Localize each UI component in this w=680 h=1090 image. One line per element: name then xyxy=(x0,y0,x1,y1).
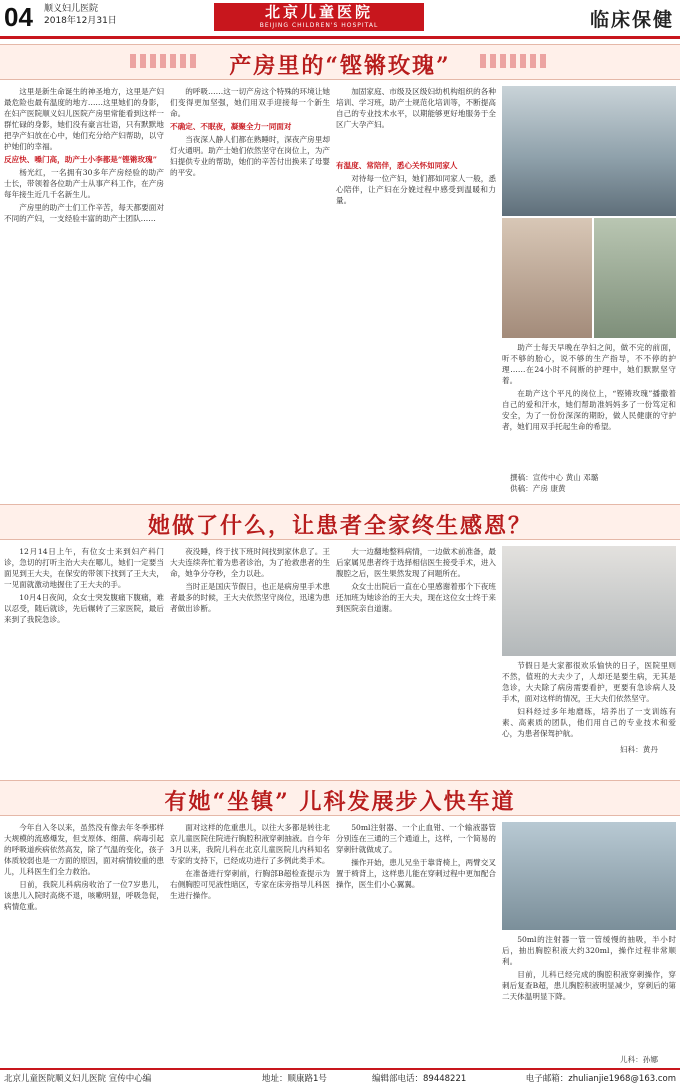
article1-byline2: 供稿：产房 康黄 xyxy=(510,484,566,493)
article2-col3 xyxy=(336,546,496,756)
section-title: 临床保健 xyxy=(589,9,674,31)
issue-info xyxy=(44,3,117,27)
paragraph: 50ml注射器、一个止血钳、一个输液器管分别连在三通的三个通道上，这样，一个简易的穿刺针就做成了。 xyxy=(336,823,496,854)
paragraph: 当时正是国庆节假日，也正是病房里手术患者最多的时候，王大夫依然坚守岗位，迅速为患者做出诊断。 xyxy=(170,582,330,613)
paragraph: 的呼吸……这一切产房这个特殊的环境让她们变得更加坚强，她们用双手迎接每一个新生命。 xyxy=(170,87,330,118)
pediatric-procedure-photo xyxy=(502,822,676,930)
article3-title: 有她“坐镇” 儿科发展步入快车道 xyxy=(164,789,516,815)
article3-col3 xyxy=(336,822,496,1062)
page-footer xyxy=(0,1068,680,1090)
article1-col2 xyxy=(170,86,330,426)
article2-byline: 妇科：黄丹 xyxy=(620,745,658,754)
paragraph: 在准备进行穿刺前，行胸部B超检查提示为右侧胸腔可见液性暗区，专家在床旁指导儿科医生进行操作。 xyxy=(170,869,330,900)
paragraph: 今年自入冬以来，虽然没有像去年冬季那样大规模的流感爆发，但支原体、细菌、病毒引起的呼吸道疾病依然高发，除了气温的变化，孩子体质较弱也是一方面的原因，面对病情较重的患儿，儿科医生们全力救治。 xyxy=(4,823,164,876)
paragraph: 这里是新生命诞生的神圣地方，这里是产妇最危险也最有温度的地方……这里她们的身影，在妇产医院顺义妇儿医院产房里常能看到这样一群忙碌的身影，她们没有豪言壮语，只有默默地把孕产妇放在心中，她们充分给产妇帮助，以守护她们的幸福。 xyxy=(4,87,164,151)
masthead-logo xyxy=(214,3,424,31)
midwives-group-photo xyxy=(502,86,676,216)
paragraph: 操作开始，患儿兄坐于靠背椅上，两臂交叉置于椅背上，这样患儿能在穿刺过程中更加配合操作，医生们小心翼翼。 xyxy=(336,858,496,889)
footer-publisher: 北京儿童医院顺义妇儿医院 宣传中心编 xyxy=(4,1074,152,1084)
paragraph: 面对这样的危重患儿，以往大多都是转往北京儿童医院住院进行胸腔积液穿刺抽液。自今年3月以来，我院儿科在北京儿童医院儿内科知名专家的支持下，已经成功进行了多例此类手术。 xyxy=(170,823,330,865)
subheading: 反应快、嗓门高，助产士小李都是“铿锵玫瑰” xyxy=(4,155,158,164)
paragraph: 产房里的助产士们工作辛苦，每天都要面对不同的产妇，一支经验丰富的助产士团队…… xyxy=(4,203,164,223)
paragraph: 当夜深人静人们都在熟睡时，深夜产房里却灯火通明。助产士她们依然坚守在岗位上，为产妇提供专业的帮助，她们的辛苦付出换来了母婴的平安。 xyxy=(170,135,330,177)
paragraph: 日前，我院儿科病房收治了一位7岁患儿，该患儿入院时高烧不退，咳嗽明显，呼吸急促，病情危重。 xyxy=(4,880,164,911)
paragraph: 夜没睡，终于找下班时间找到家休息了。王大夫连续奔忙着为患者诊治，为了抢救患者的生命，她争分夺秒，全力以赴。 xyxy=(170,547,330,578)
footer-email: 电子邮箱：zhulianjie1968@163.com xyxy=(525,1074,676,1084)
article2-col4 xyxy=(502,660,676,756)
paragraph: 在助产这个平凡的岗位上，“铿锵玫瑰”播撒着自己的爱和汗水，她们帮助准妈妈多了一份笃定和安全，为了一份份深深的期盼，做人民健康的守护者，她们用双手托起生命的希望。 xyxy=(502,389,676,431)
paragraph: 10月4日夜间，众女士突发腹痛下腹痛，难以忍受，随后就诊，先后辗转了三家医院，最后来到了我院急诊。 xyxy=(4,593,164,624)
paragraph: 对待每一位产妇，她们都如同家人一般，悉心陪伴，让产妇在分娩过程中感受到温暖和力量。 xyxy=(336,174,496,205)
logo-en: BEIJING CHILDREN'S HOSPITAL xyxy=(259,22,379,29)
footer-phone: 编辑部电话：89448221 xyxy=(372,1074,467,1084)
article3-col4 xyxy=(502,934,676,1062)
issue-name: 顺义妇儿医院 xyxy=(44,4,99,14)
article3-col2 xyxy=(170,822,330,1062)
footer-address: 地址：顺康路1号 xyxy=(262,1074,327,1084)
paragraph: 杨光红，一名拥有30多年产房经验的助产士长，带领着各位助产士从事产科工作，在产房每年接生近几千名新生儿。 xyxy=(4,168,164,199)
paragraph: 助产士每天早晚在孕妇之间，做不完的前面，听不够的胎心，说不够的生产指导，不不停的护理……在24小时不间断的护理中，她们默默坚守着。 xyxy=(502,343,676,385)
article2-col2 xyxy=(170,546,330,756)
subheading: 不确定、不眠夜，凝聚全力一同面对 xyxy=(170,122,292,131)
paragraph: 50ml的注射器一管一管缓慢的抽吸，半小时后，抽出胸腔积液大约320ml，操作过程非常顺利。 xyxy=(502,935,676,966)
article2-banner xyxy=(0,504,680,540)
article2-col1 xyxy=(4,546,164,756)
article1-col3b xyxy=(336,160,496,430)
page-number: 04 xyxy=(4,2,33,32)
doctor-with-banner-photo xyxy=(502,546,676,656)
article3-banner xyxy=(0,780,680,816)
paragraph: 大一边翻地整料病情，一边做术前准备，最后家属见患者终于选择相信医生接受手术，进入腹腔之后，医生果然发现了问题所在。 xyxy=(336,547,496,578)
nurse-photo xyxy=(502,218,592,338)
article3-col1 xyxy=(4,822,164,1062)
paragraph: 节假日是大家都很欢乐愉快的日子，医院里则不然，值班的大夫少了，人却还是要生病，无其是急诊，大夫除了病房需要看护，更要有急诊病人及手术，面对这样的情况，王大夫们依然坚守。 xyxy=(502,661,676,703)
logo-cn: 北京儿童医院 xyxy=(264,3,373,21)
article1-col4 xyxy=(502,342,676,470)
paragraph: 妇科经过多年地磨练，培养出了一支训练有素、高素质的团队，他们用自己的专业技术和爱心，为患者保驾护航。 xyxy=(502,707,676,738)
article1-col1 xyxy=(4,86,164,426)
issue-date: 2018年12月31日 xyxy=(44,16,117,26)
article2-title: 她做了什么，让患者全家终生感恩？ xyxy=(147,513,532,539)
article1-banner xyxy=(0,44,680,80)
article1-col3 xyxy=(336,86,496,156)
banner-photo xyxy=(594,218,676,338)
subheading: 有温度、常陪伴，悉心关怀如同家人 xyxy=(336,161,458,170)
article1-title: 产房里的“铿锵玫瑰” xyxy=(229,53,451,79)
paragraph: 加固家庭、市级及区级妇幼机构组织的各种培训、学习班，助产士规范化培训等，不断提高自己的专业技术水平，以期能够更好地服务于全区广大孕产妇。 xyxy=(336,87,496,129)
paragraph: 目前，儿科已经完成的胸腔积液穿刺操作，穿刺后复查B超，患儿胸腔积液明显减少，穿刺后的第二天体温明显下降。 xyxy=(502,970,676,1001)
article3-byline: 儿科：孙娜 xyxy=(620,1055,658,1064)
paragraph: 众女士出院后一直在心里感谢着那个下夜班还加班为她诊治的王大夫，现在这位女士终于来到医院亲自道谢。 xyxy=(336,582,496,613)
paragraph: 12月14日上午，有位女士来到妇产科门诊，急切的打听主治大夫在哪儿，她们一定要当面见到王大夫，在保安的带领下找到了王大夫，一见面就激动地握住了王大夫的手。 xyxy=(4,547,164,589)
article1-byline1: 撰稿：宣传中心 黄山 邓璐 xyxy=(510,473,599,482)
